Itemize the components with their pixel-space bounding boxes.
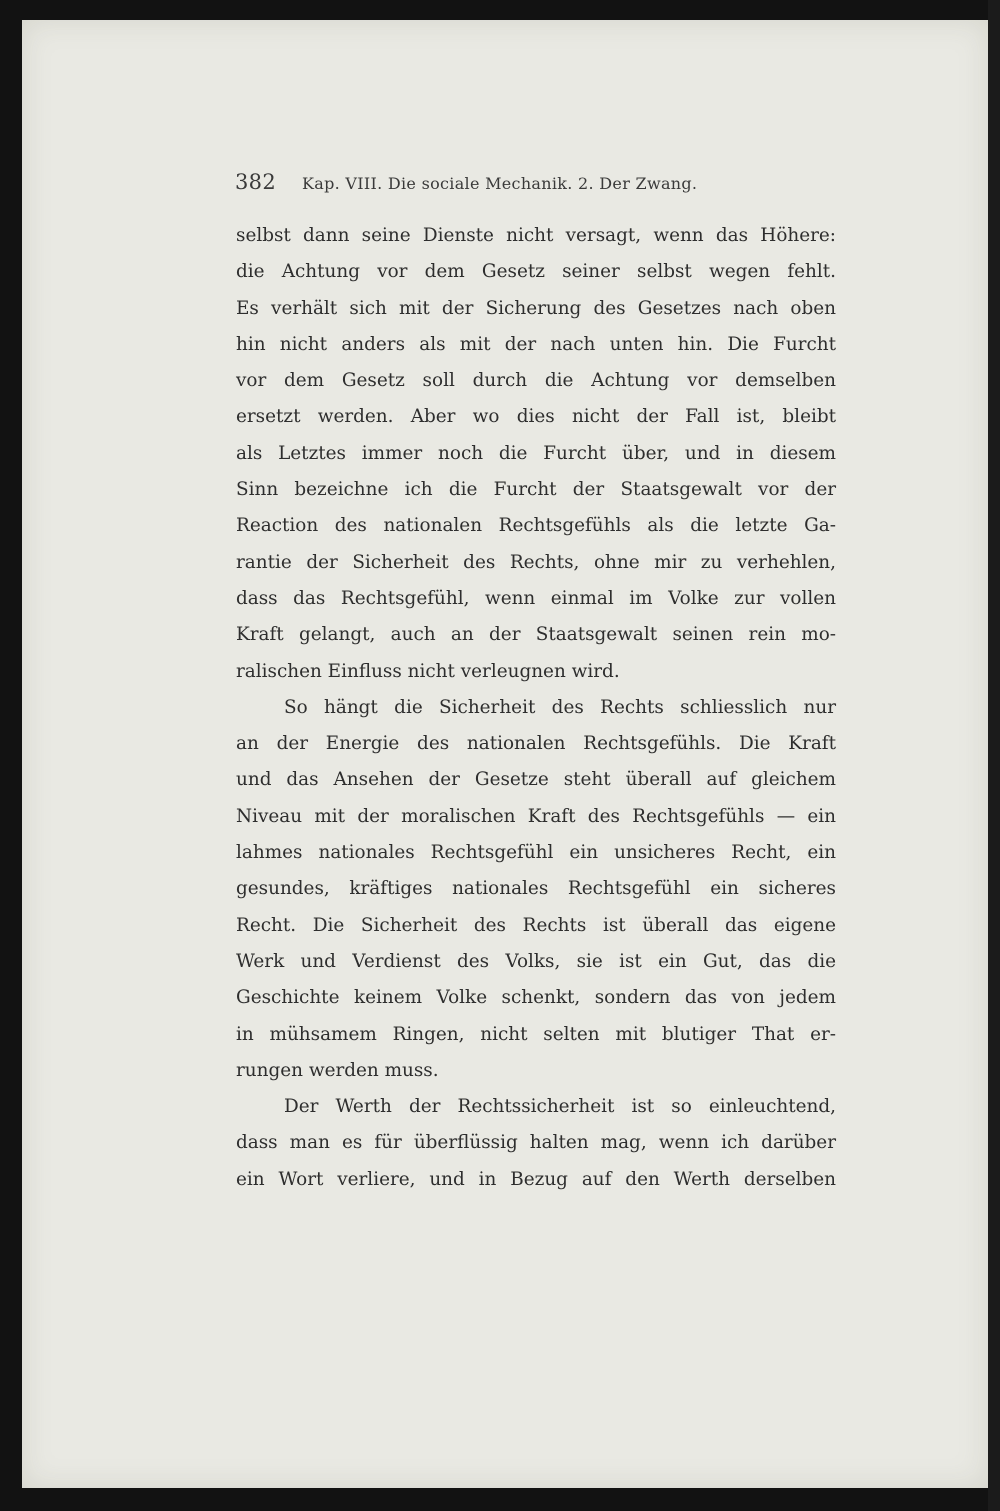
text-line: ersetzt werden. Aber wo dies nicht der Fall ist, bleibt <box>236 406 836 428</box>
text-line: Geschichte keinem Volke schenkt, sondern das von jedem <box>236 987 836 1009</box>
text-line: dass das Rechtsgefühl, wenn einmal im Volke zur vollen <box>236 587 836 609</box>
text-line: an der Energie des nationalen Rechtsgefühls. Die Kraft <box>236 733 836 755</box>
text-line: Reaction des nationalen Rechtsgefühls als die letzte Ga- <box>236 515 836 537</box>
text-line: hin nicht anders als mit der nach unten hin. Die Furcht <box>236 333 836 355</box>
text-line: die Achtung vor dem Gesetz seiner selbst wegen fehlt. <box>236 261 836 283</box>
text-line: Es verhält sich mit der Sicherung des Gesetzes nach oben <box>236 297 836 319</box>
scanner-edge <box>988 0 1000 1511</box>
text-line: rungen werden muss. <box>236 1059 439 1081</box>
text-line: in mühsamem Ringen, nicht selten mit blutiger That er- <box>236 1023 836 1045</box>
text-line: rantie der Sicherheit des Rechts, ohne mir zu verhehlen, <box>236 551 836 573</box>
text-line: Recht. Die Sicherheit des Rechts ist überall das eigene <box>236 914 836 936</box>
running-title: Kap. VIII. Die sociale Mechanik. 2. Der Zwang. <box>301 174 698 193</box>
text-line: So hängt die Sicherheit des Rechts schliesslich nur <box>284 696 836 718</box>
text-line: vor dem Gesetz soll durch die Achtung vor demselben <box>236 370 836 392</box>
text-line: gesundes, kräftiges nationales Rechtsgefühl ein sicheres <box>236 878 836 900</box>
text-line: lahmes nationales Rechtsgefühl ein unsicheres Recht, ein <box>236 842 836 864</box>
text-line: ralischen Einfluss nicht verleugnen wird. <box>236 660 620 682</box>
text-line: als Letztes immer noch die Furcht über, und in diesem <box>236 442 836 464</box>
text-line: Sinn bezeichne ich die Furcht der Staatsgewalt vor der <box>236 479 836 501</box>
text-line: und das Ansehen der Gesetze steht überall auf gleichem <box>236 769 836 791</box>
body-text <box>236 218 836 1198</box>
text-line: selbst dann seine Dienste nicht versagt, wenn das Höhere: <box>236 225 836 246</box>
text-line: dass man es für überflüssig halten mag, wenn ich darüber <box>236 1132 836 1154</box>
text-line: Werk und Verdienst des Volks, sie ist ein Gut, das die <box>236 950 836 972</box>
text-line: Kraft gelangt, auch an der Staatsgewalt seinen rein mo- <box>236 624 836 646</box>
text-line: Niveau mit der moralischen Kraft des Rechtsgefühls — ein <box>236 805 836 827</box>
running-header <box>235 170 835 194</box>
text-line: ein Wort verliere, und in Bezug auf den Werth derselben <box>236 1168 836 1190</box>
page-number: 382 <box>235 170 276 194</box>
text-line: Der Werth der Rechtssicherheit ist so einleuchtend, <box>284 1096 836 1118</box>
